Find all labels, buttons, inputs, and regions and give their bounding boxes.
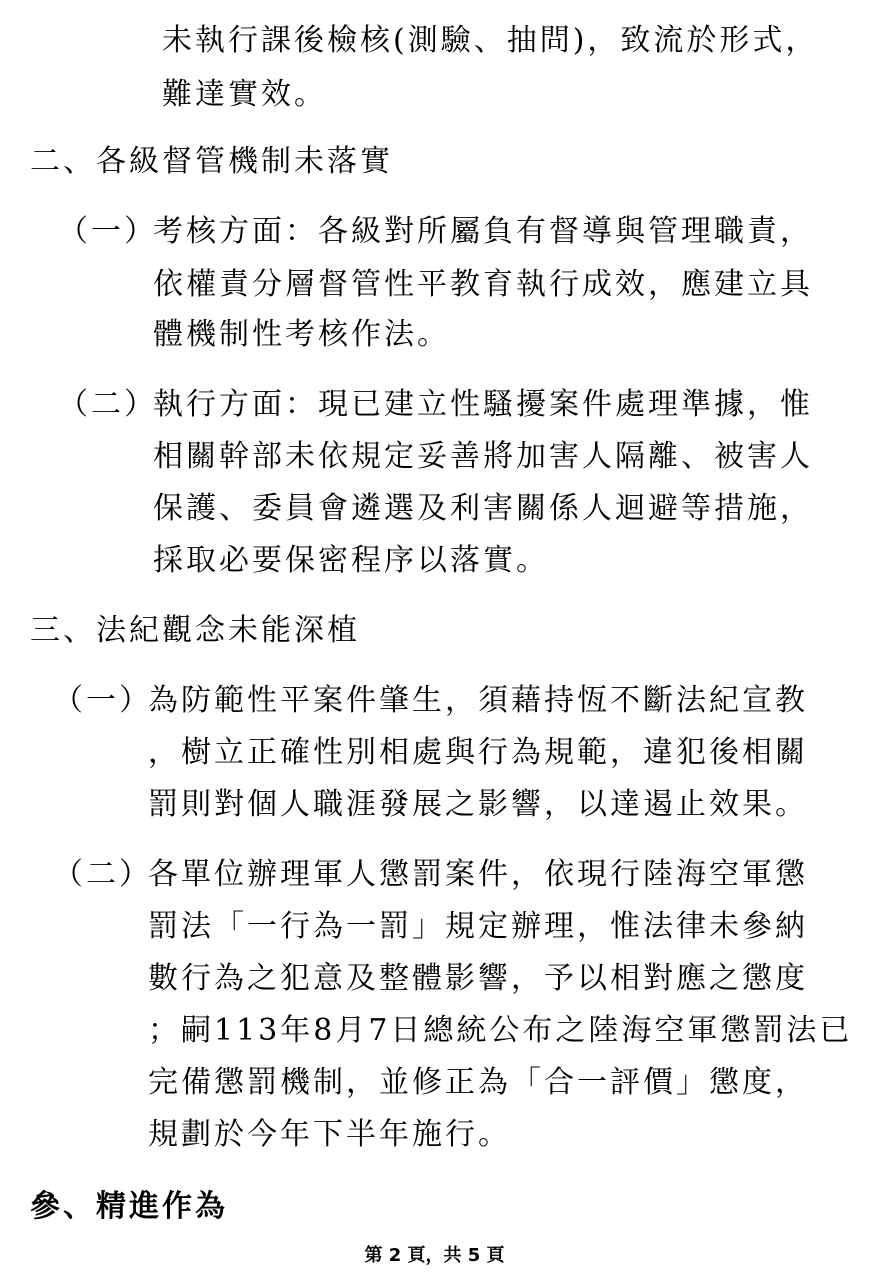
section-2-item-1-line-3: 體機制性考核作法。 bbox=[153, 317, 450, 352]
section-3-item-2-line-2: 罰法「一行為一罰」規定辦理，惟法律未參納 bbox=[148, 909, 808, 944]
section-2-item-2-line-3: 保護、委員會遴選及利害關係人迴避等措施， bbox=[153, 491, 813, 526]
page-footer: 第 2 頁，共 5 頁 bbox=[364, 1245, 505, 1266]
section-2-item-2-line-4: 採取必要保密程序以落實。 bbox=[153, 543, 549, 578]
section-3-item-2-line-5: 完備懲罰機制，並修正為「合一評價」懲度， bbox=[148, 1065, 808, 1100]
section-2-item-2-label: （二） bbox=[58, 387, 157, 422]
section-2-item-1-line-2: 依權責分層督管性平教育執行成效，應建立具 bbox=[153, 267, 813, 302]
section-3-item-1-line-1: 為防範性平案件肇生，須藉持恆不斷法紀宣教 bbox=[148, 683, 808, 718]
section-3-item-2-line-6: 規劃於今年下半年施行。 bbox=[148, 1117, 511, 1152]
section-3-item-2-line-3: 數行為之犯意及整體影響，予以相對應之懲度 bbox=[148, 961, 808, 996]
section-3-item-1-label: （一） bbox=[53, 683, 152, 718]
section-3-item-1-line-2: ，樹立正確性別相處與行為規範，違犯後相關 bbox=[148, 735, 808, 770]
section-2-heading: 二、各級督管機制未落實 bbox=[30, 144, 393, 179]
section-3-item-1-line-3: 罰則對個人職涯發展之影響，以達遏止效果。 bbox=[148, 787, 808, 822]
section-2-item-2-line-2: 相關幹部未依規定妥善將加害人隔離、被害人 bbox=[153, 439, 813, 474]
section-3-item-2-label: （二） bbox=[53, 857, 152, 892]
section-next-heading: 參、精進作為 bbox=[30, 1189, 228, 1224]
section-2-item-2-line-1: 執行方面：現已建立性騷擾案件處理準據，惟 bbox=[153, 387, 813, 422]
section-3-item-2-line-1: 各單位辦理軍人懲罰案件，依現行陸海空軍懲 bbox=[148, 857, 808, 892]
continuation-line-1: 未執行課後檢核(測驗、抽問)，致流於形式， bbox=[162, 23, 819, 58]
section-3-heading: 三、法紀觀念未能深植 bbox=[30, 613, 360, 648]
section-2-item-1-line-1: 考核方面：各級對所屬負有督導與管理職責， bbox=[153, 214, 813, 249]
continuation-line-2: 難達實效。 bbox=[162, 77, 327, 112]
section-2-item-1-label: （一） bbox=[58, 214, 157, 249]
section-3-item-2-line-4: ；嗣113年8月7日總統公布之陸海空軍懲罰法已 bbox=[148, 1013, 853, 1048]
